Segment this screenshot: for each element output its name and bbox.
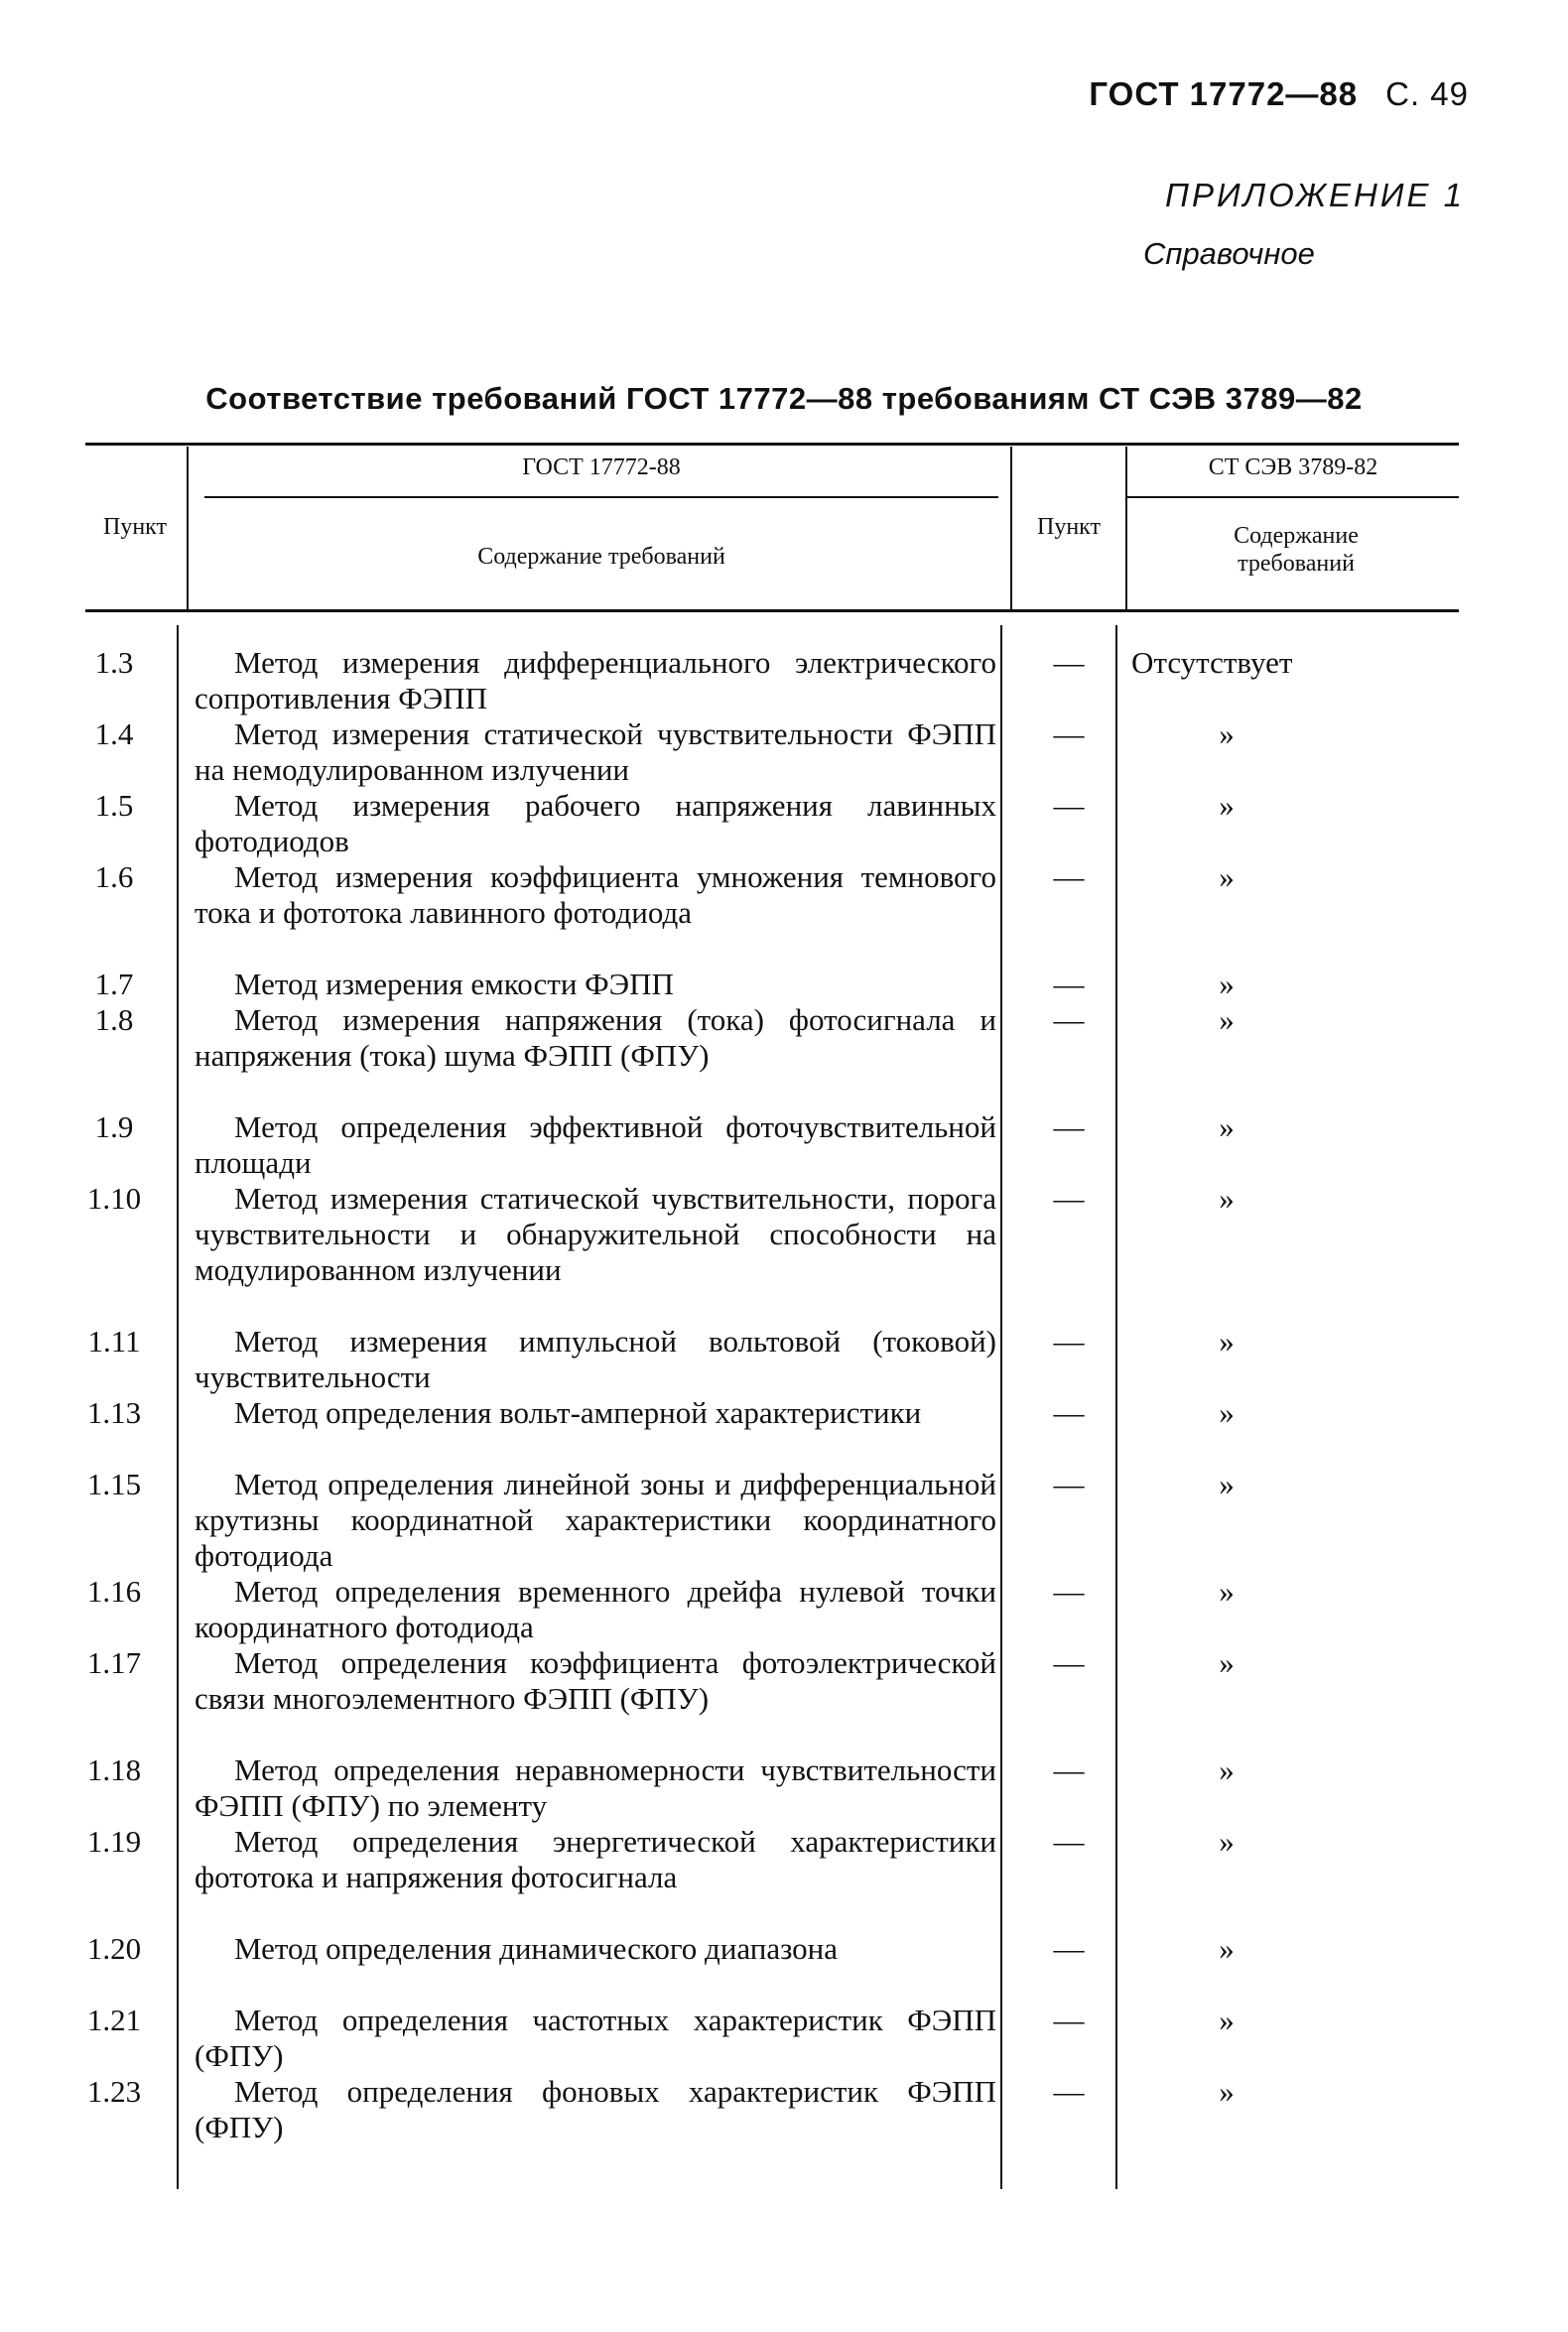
appendix-type: Справочное (1143, 236, 1315, 271)
row-sev-item: — (1053, 2074, 1085, 2109)
row-sev-item: — (1053, 1467, 1085, 1501)
row-content: Метод определения энергетической характеристики фототока и напряжения фотосигнала (195, 1824, 996, 1894)
header-bottom-rule (85, 609, 1459, 612)
row-item: 1.4 (94, 716, 134, 751)
row-item: 1.20 (86, 1931, 142, 1966)
row-sev-item: — (1053, 1181, 1085, 1216)
row-sev-item: — (1053, 1574, 1085, 1609)
row-content: Метод измерения статической чувствительности, порога чувствительности и обнаружительной способности на модулированном излучении (195, 1181, 996, 1287)
row-sev-content: » (1219, 1752, 1235, 1787)
row-sev-content: » (1219, 2074, 1235, 2109)
row-sev-content: » (1219, 1002, 1235, 1037)
row-content: Метод измерения статической чувствительности ФЭПП на немодулированном излучении (195, 716, 996, 787)
row-item: 1.16 (86, 1574, 142, 1609)
col-divider-1 (187, 447, 189, 611)
row-item: 1.11 (87, 1324, 141, 1359)
row-sev-content: » (1219, 967, 1235, 1001)
header-sev-group: СТ СЭВ 3789-82 (1208, 454, 1378, 480)
row-sev-item: — (1053, 1395, 1085, 1430)
row-sev-item: — (1053, 645, 1085, 680)
row-content: Метод измерения емкости ФЭПП (234, 967, 674, 1001)
header-content: Содержание требований (477, 544, 725, 570)
row-sev-content: » (1219, 1931, 1235, 1966)
row-item: 1.13 (86, 1395, 142, 1430)
row-sev-content: » (1219, 1109, 1235, 1144)
row-sev-item: — (1053, 716, 1085, 751)
header-sev-content: Содержание требований (1234, 523, 1359, 577)
row-item: 1.7 (94, 967, 134, 1001)
header-item: Пункт (102, 514, 167, 540)
header-gost-group: ГОСТ 17772-88 (522, 454, 681, 480)
page-header (1089, 75, 1469, 113)
row-content: Метод измерения импульсной вольтовой (токовой) чувствительности (195, 1324, 996, 1394)
row-sev-content: » (1219, 716, 1235, 751)
row-content: Метод определения вольт-амперной характеристики (234, 1395, 922, 1430)
row-item: 1.9 (94, 1109, 134, 1144)
row-sev-content: » (1219, 788, 1235, 823)
row-content: Метод определения коэффициента фотоэлектрической связи многоэлементного ФЭПП (ФПУ) (195, 1645, 996, 1716)
row-sev-content: Отсутствует (1131, 645, 1293, 680)
row-sev-item: — (1053, 1752, 1085, 1787)
row-item: 1.19 (86, 1824, 142, 1859)
row-item: 1.18 (86, 1752, 142, 1787)
col-divider-1-body (177, 625, 179, 2189)
row-item: 1.6 (94, 859, 134, 894)
row-sev-item: — (1053, 1109, 1085, 1144)
header-sev-item: Пункт (1036, 514, 1101, 540)
row-sev-content: » (1219, 1181, 1235, 1216)
row-content: Метод измерения коэффициента умножения темнового тока и фототока лавинного фотодиода (195, 859, 996, 930)
row-item: 1.15 (86, 1467, 142, 1501)
row-sev-item: — (1053, 859, 1085, 894)
row-sev-content: » (1219, 1645, 1235, 1680)
row-sev-item: — (1053, 788, 1085, 823)
row-sev-content: » (1219, 2003, 1235, 2037)
row-content: Метод определения линейной зоны и дифференциальной крутизны координатной характеристики координатного фотодиода (195, 1467, 996, 1573)
row-item: 1.5 (94, 788, 134, 823)
row-item: 1.23 (86, 2074, 142, 2109)
row-sev-item: — (1053, 1824, 1085, 1859)
row-sev-content: » (1219, 1395, 1235, 1430)
row-content: Метод определения динамического диапазона (234, 1931, 839, 1966)
row-item: 1.21 (86, 2003, 142, 2037)
row-content: Метод измерения дифференциального электрического сопротивления ФЭПП (195, 645, 996, 715)
row-sev-item: — (1053, 1002, 1085, 1037)
table-top-rule (85, 443, 1459, 446)
standard-number: ГОСТ 17772—88 (1089, 75, 1359, 112)
row-content: Метод определения неравномерности чувствительности ФЭПП (ФПУ) по элементу (195, 1752, 996, 1823)
gost-group-rule (204, 496, 998, 498)
row-sev-item: — (1053, 1645, 1085, 1680)
sev-group-rule (1125, 496, 1459, 498)
row-item: 1.3 (94, 645, 134, 680)
row-content: Метод измерения рабочего напряжения лавинных фотодиодов (195, 788, 996, 858)
row-sev-item: — (1053, 1324, 1085, 1359)
row-sev-content: » (1219, 1824, 1235, 1859)
row-item: 1.8 (94, 1002, 134, 1037)
row-sev-item: — (1053, 967, 1085, 1001)
row-sev-item: — (1053, 2003, 1085, 2037)
row-sev-item: — (1053, 1931, 1085, 1966)
row-item: 1.10 (86, 1181, 142, 1216)
page-number: С. 49 (1385, 75, 1469, 112)
row-sev-content: » (1219, 859, 1235, 894)
row-content: Метод измерения напряжения (тока) фотосигнала и напряжения (тока) шума ФЭПП (ФПУ) (195, 1002, 996, 1073)
row-sev-content: » (1219, 1467, 1235, 1501)
table-title: Соответствие требований ГОСТ 17772—88 требованиям СТ СЭВ 3789—82 (205, 381, 1363, 416)
row-content: Метод определения временного дрейфа нулевой точки координатного фотодиода (195, 1574, 996, 1644)
row-content: Метод определения эффективной фоточувствительной площади (195, 1109, 996, 1180)
row-sev-content: » (1219, 1574, 1235, 1609)
row-item: 1.17 (86, 1645, 142, 1680)
row-content: Метод определения частотных характеристик ФЭПП (ФПУ) (195, 2003, 996, 2073)
row-content: Метод определения фоновых характеристик ФЭПП (ФПУ) (195, 2074, 996, 2144)
appendix-title: ПРИЛОЖЕНИЕ 1 (1165, 177, 1465, 213)
col-divider-2-body (1000, 625, 1002, 2189)
row-sev-content: » (1219, 1324, 1235, 1359)
